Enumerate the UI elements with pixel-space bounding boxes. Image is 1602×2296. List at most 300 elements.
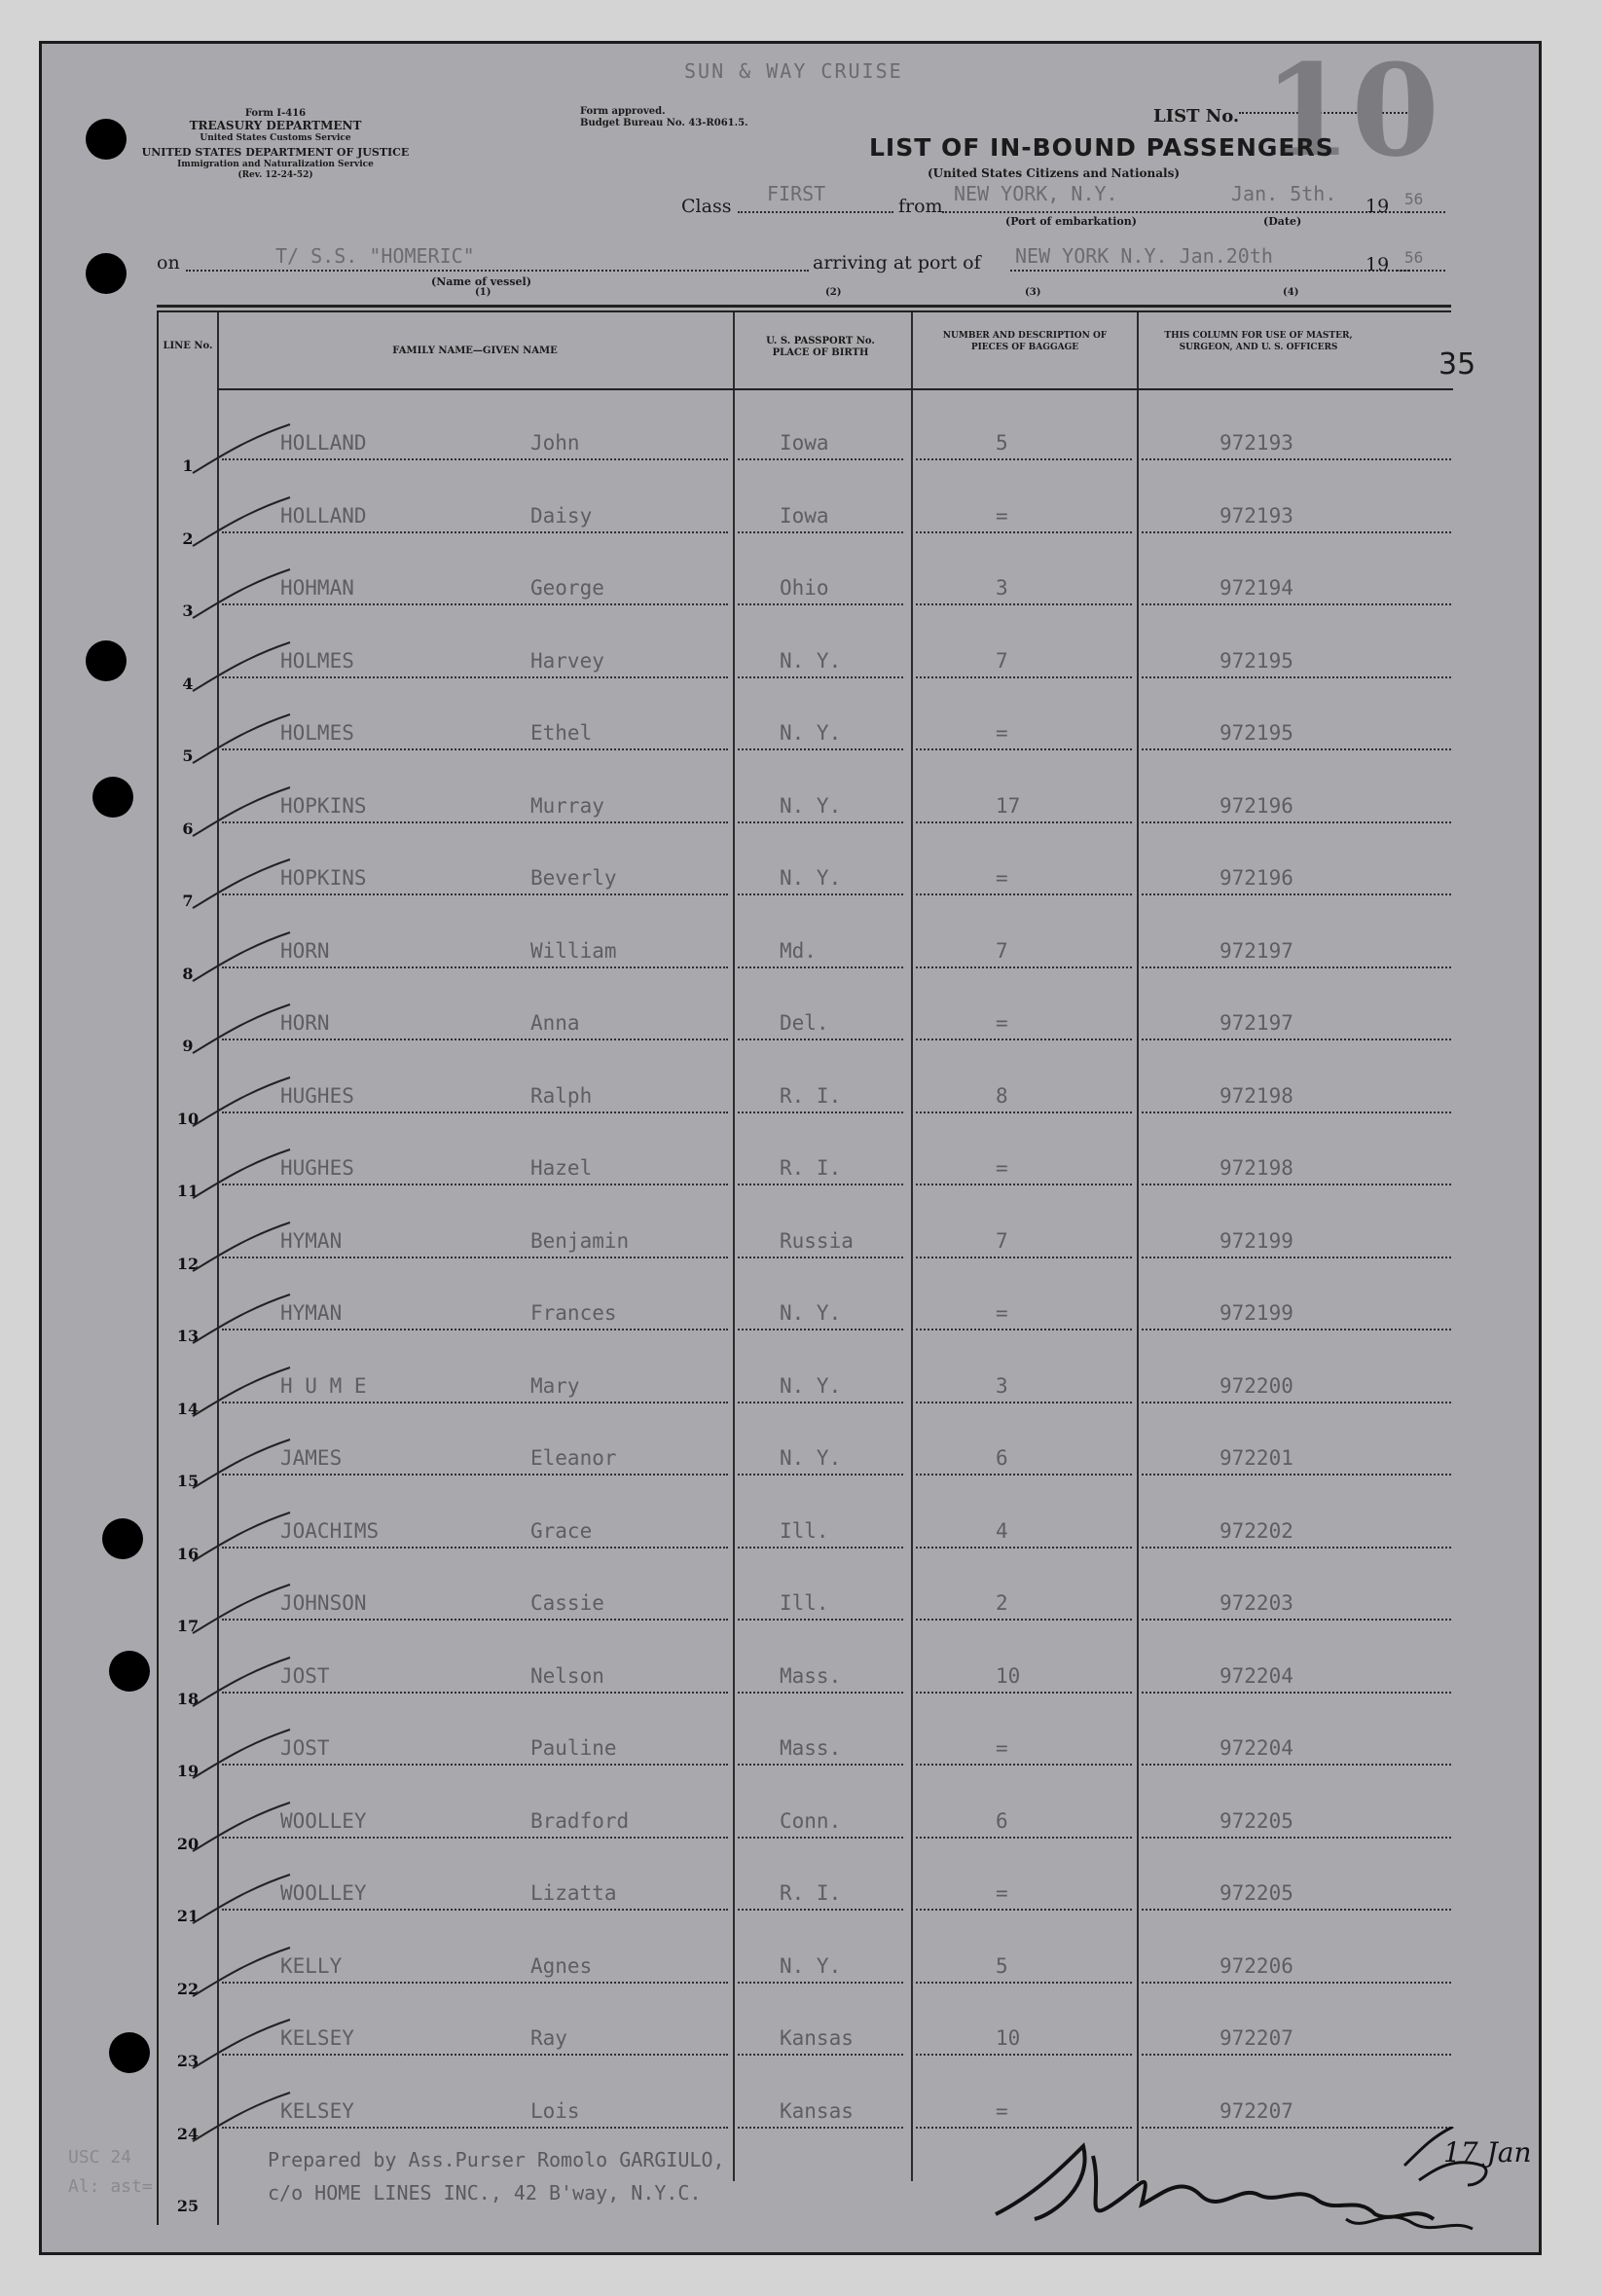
family-name: HORN: [280, 1011, 330, 1035]
officer-number: 972206: [1220, 1953, 1293, 1978]
given-name: Bradford: [530, 1808, 630, 1833]
baggage-count: 17: [996, 793, 1021, 818]
check-mark-icon: [188, 855, 295, 913]
line-number: 21: [176, 1907, 200, 1925]
line-number: 11: [176, 1182, 200, 1200]
row-divider: [738, 1909, 903, 1911]
given-name: Frances: [530, 1301, 617, 1325]
given-name: Daisy: [530, 503, 593, 528]
row-divider: [738, 1619, 903, 1621]
row-divider: [1142, 1039, 1451, 1040]
check-mark-icon: [188, 2088, 295, 2146]
baggage-count: 5: [996, 1953, 1008, 1978]
line-number: 15: [176, 1472, 200, 1490]
col-header-name: FAMILY NAME—GIVEN NAME: [392, 346, 558, 356]
place-of-birth: Conn.: [780, 1808, 842, 1833]
customs-service: United States Customs Service: [200, 133, 351, 143]
check-mark-icon: [188, 1870, 295, 1928]
port-of-embarkation: NEW YORK, N.Y.: [954, 182, 1118, 205]
baggage-count: 2: [996, 1591, 1008, 1615]
place-of-birth: Ill.: [780, 1591, 829, 1615]
row-divider: [222, 2127, 728, 2129]
row-divider: [738, 1547, 903, 1549]
baggage-count: 6: [996, 1808, 1008, 1833]
place-of-birth: N. Y.: [780, 648, 842, 673]
prepared-by-line-1: Prepared by Ass.Purser Romolo GARGIULO,: [268, 2148, 725, 2171]
line-number: 8: [182, 964, 194, 983]
given-name: Lois: [530, 2098, 580, 2123]
row-divider: [916, 1474, 1132, 1476]
document-title: LIST OF IN-BOUND PASSENGERS: [869, 133, 1334, 162]
officer-number: 972199: [1220, 1228, 1293, 1253]
baggage-count: =: [996, 1156, 1008, 1180]
officer-number: 972198: [1220, 1083, 1293, 1108]
baggage-count: =: [996, 1881, 1008, 1905]
col-num-3: (3): [1025, 287, 1041, 298]
baggage-count: 10: [996, 2026, 1021, 2050]
year-prefix-2: 19: [1365, 254, 1390, 275]
family-name: JOACHIMS: [280, 1518, 380, 1543]
col-header-officers: THIS COLUMN FOR USE OF MASTER, SURGEON, AND U. S. OFFICERS: [1164, 331, 1353, 352]
row-divider: [916, 1112, 1132, 1113]
officer-number: 972198: [1220, 1156, 1293, 1180]
baggage-count: =: [996, 2098, 1008, 2123]
officer-number: 972204: [1220, 1663, 1293, 1688]
officer-number: 972197: [1220, 938, 1293, 963]
col-header-line: LINE No.: [163, 341, 213, 351]
row-divider: [916, 531, 1132, 533]
line-number: 7: [182, 892, 194, 910]
row-divider: [916, 1692, 1132, 1694]
place-of-birth: N. Y.: [780, 721, 842, 745]
margin-stamp-2: Al: ast=: [68, 2176, 153, 2197]
class-label: Class: [681, 196, 732, 217]
check-mark-icon: [188, 1725, 295, 1783]
page-number: 35: [1438, 347, 1476, 382]
row-divider: [222, 1112, 728, 1113]
place-of-birth: Md.: [780, 938, 817, 963]
row-divider: [1142, 1547, 1451, 1549]
baggage-count: 3: [996, 1373, 1008, 1398]
family-name: HOLMES: [280, 648, 354, 673]
officer-number: 972196: [1220, 793, 1293, 818]
col-header-baggage: NUMBER AND DESCRIPTION OF PIECES OF BAGGAGE: [942, 331, 1108, 352]
arriving-label: arriving at port of: [813, 252, 981, 273]
form-approved: Form approved.: [580, 106, 666, 117]
line-number: 22: [176, 1979, 200, 1998]
place-of-birth: Mass.: [780, 1663, 842, 1688]
line-number: 1: [182, 456, 194, 475]
place-of-birth: N. Y.: [780, 1446, 842, 1470]
officer-number: 972193: [1220, 503, 1293, 528]
row-divider: [738, 1982, 903, 1984]
row-divider: [916, 748, 1132, 750]
place-of-birth: N. Y.: [780, 1301, 842, 1325]
place-of-birth: Ill.: [780, 1518, 829, 1543]
check-mark-icon: [188, 2015, 295, 2073]
line-number: 13: [176, 1327, 200, 1345]
family-name: H U M E: [280, 1373, 367, 1398]
given-name: Lizatta: [530, 1881, 617, 1905]
check-mark-icon: [188, 1508, 295, 1566]
row-divider: [222, 676, 728, 678]
line-number: 16: [176, 1544, 200, 1563]
row-divider: [222, 1982, 728, 1984]
ins-service: Immigration and Naturalization Service: [177, 160, 374, 169]
place-of-birth: Iowa: [780, 503, 829, 528]
family-name: KELLY: [280, 1953, 343, 1978]
row-divider: [916, 2054, 1132, 2056]
officer-number: 972196: [1220, 866, 1293, 890]
given-name: Beverly: [530, 866, 617, 890]
line-number: 23: [176, 2052, 200, 2070]
check-mark-icon: [188, 1435, 295, 1493]
check-mark-icon: [188, 492, 295, 551]
family-name: KELSEY: [280, 2098, 354, 2123]
officer-number: 972193: [1220, 431, 1293, 455]
port-embarkation-caption: (Port of embarkation): [1005, 215, 1137, 228]
revision-date: (Rev. 12-24-52): [237, 170, 313, 180]
form-number: Form I-416: [244, 108, 307, 119]
row-divider: [916, 1547, 1132, 1549]
row-divider: [916, 1837, 1132, 1839]
given-name: Eleanor: [530, 1446, 617, 1470]
row-divider: [1142, 1184, 1451, 1185]
officer-number: 972207: [1220, 2026, 1293, 2050]
place-of-birth: R. I.: [780, 1156, 842, 1180]
officer-number: 972199: [1220, 1301, 1293, 1325]
officer-number: 972205: [1220, 1808, 1293, 1833]
col-num-4: (4): [1283, 287, 1299, 298]
given-name: Cassie: [530, 1591, 604, 1615]
given-name: Harvey: [530, 648, 604, 673]
row-divider: [738, 1837, 903, 1839]
line-number: 24: [176, 2124, 200, 2143]
baggage-count: 6: [996, 1446, 1008, 1470]
officer-signature: [976, 2127, 1502, 2243]
row-divider: [222, 1837, 728, 1839]
row-divider: [222, 1547, 728, 1549]
line-number: 6: [182, 819, 194, 838]
date-caption: (Date): [1263, 215, 1302, 228]
check-mark-icon: [188, 1073, 295, 1131]
row-divider: [222, 893, 728, 895]
arrival-port-date: NEW YORK N.Y. Jan.20th: [1015, 244, 1273, 268]
row-divider: [916, 1764, 1132, 1766]
row-divider: [916, 676, 1132, 678]
year-prefix-1: 19: [1365, 196, 1390, 217]
row-divider: [1142, 748, 1451, 750]
row-divider: [222, 821, 728, 823]
row-divider: [1142, 893, 1451, 895]
given-name: Agnes: [530, 1953, 593, 1978]
punch-hole: [102, 1518, 143, 1559]
family-name: JOST: [280, 1663, 330, 1688]
check-mark-icon: [188, 1653, 295, 1711]
row-divider: [1142, 1909, 1451, 1911]
officer-number: 972201: [1220, 1446, 1293, 1470]
baggage-count: 3: [996, 576, 1008, 600]
row-divider: [916, 1039, 1132, 1040]
vessel-caption-num: (1): [475, 287, 492, 298]
line-number: 20: [176, 1834, 200, 1853]
row-divider: [1142, 1692, 1451, 1694]
vessel-name: T/ S.S. "HOMERIC": [275, 244, 475, 268]
row-divider: [222, 1329, 728, 1330]
officer-number: 972197: [1220, 1011, 1293, 1035]
treasury-department: TREASURY DEPARTMENT: [189, 119, 362, 132]
list-number-stamp: 10: [1263, 36, 1439, 185]
row-divider: [1142, 2054, 1451, 2056]
baggage-count: =: [996, 1301, 1008, 1325]
check-mark-icon: [188, 928, 295, 986]
row-divider: [1142, 1402, 1451, 1403]
family-name: JOST: [280, 1736, 330, 1760]
row-divider: [222, 531, 728, 533]
officer-number: 972205: [1220, 1881, 1293, 1905]
line-number: 10: [176, 1109, 200, 1128]
row-divider: [738, 1402, 903, 1403]
baggage-count: =: [996, 503, 1008, 528]
row-divider: [1142, 458, 1451, 460]
baggage-count: 4: [996, 1518, 1008, 1543]
row-divider: [222, 603, 728, 605]
place-of-birth: R. I.: [780, 1881, 842, 1905]
family-name: JAMES: [280, 1446, 343, 1470]
row-divider: [916, 1184, 1132, 1185]
check-mark-icon: [188, 1943, 295, 2001]
row-divider: [916, 458, 1132, 460]
class-value: FIRST: [767, 182, 826, 205]
family-name: HOLMES: [280, 721, 354, 745]
given-name: Anna: [530, 1011, 580, 1035]
given-name: Hazel: [530, 1156, 593, 1180]
family-name: HOPKINS: [280, 793, 367, 818]
inspector-initials: 17 Jan: [1443, 2136, 1532, 2168]
baggage-count: =: [996, 1011, 1008, 1035]
check-mark-icon: [188, 783, 295, 841]
row-divider: [222, 748, 728, 750]
row-divider: [1142, 1764, 1451, 1766]
row-divider: [916, 821, 1132, 823]
row-divider: [738, 1184, 903, 1185]
margin-stamp-1: USC 24: [68, 2147, 132, 2168]
place-of-birth: Russia: [780, 1228, 854, 1253]
given-name: Ralph: [530, 1083, 593, 1108]
row-divider: [1142, 603, 1451, 605]
row-divider: [222, 1909, 728, 1911]
place-of-birth: N. Y.: [780, 1373, 842, 1398]
check-mark-icon: [188, 1363, 295, 1421]
row-divider: [916, 1982, 1132, 1984]
baggage-count: 10: [996, 1663, 1021, 1688]
baggage-count: 7: [996, 1228, 1008, 1253]
manifest-sheet: [39, 36, 1542, 2255]
col-header-passport: U. S. PASSPORT No. PLACE OF BIRTH: [766, 336, 875, 358]
baggage-count: =: [996, 866, 1008, 890]
row-divider: [738, 966, 903, 968]
given-name: Ethel: [530, 721, 593, 745]
place-of-birth: Kansas: [780, 2098, 854, 2123]
given-name: Grace: [530, 1518, 593, 1543]
check-mark-icon: [188, 638, 295, 696]
cruise-stamp: SUN & WAY CRUISE: [684, 59, 903, 83]
year-value-1: 56: [1404, 190, 1424, 208]
given-name: William: [530, 938, 617, 963]
officer-number: 972207: [1220, 2098, 1293, 2123]
row-divider: [1142, 966, 1451, 968]
row-divider: [1142, 1474, 1451, 1476]
row-divider: [738, 1764, 903, 1766]
officer-number: 972195: [1220, 721, 1293, 745]
baggage-count: 7: [996, 648, 1008, 673]
on-label: on: [157, 252, 180, 273]
row-divider: [1142, 676, 1451, 678]
from-label: from: [898, 196, 943, 217]
row-divider: [916, 1257, 1132, 1258]
line-number: 4: [182, 674, 194, 693]
family-name: KELSEY: [280, 2026, 354, 2050]
punch-hole: [86, 253, 127, 294]
officer-number: 972195: [1220, 648, 1293, 673]
check-mark-icon: [188, 1798, 295, 1856]
place-of-birth: N. Y.: [780, 866, 842, 890]
family-name: HOLLAND: [280, 431, 367, 455]
row-divider: [738, 458, 903, 460]
given-name: Pauline: [530, 1736, 617, 1760]
family-name: HOLLAND: [280, 503, 367, 528]
check-mark-icon: [188, 1145, 295, 1203]
family-name: WOOLLEY: [280, 1881, 367, 1905]
baggage-count: 8: [996, 1083, 1008, 1108]
family-name: HUGHES: [280, 1156, 354, 1180]
row-divider: [222, 1692, 728, 1694]
row-divider: [222, 458, 728, 460]
row-divider: [738, 1474, 903, 1476]
place-of-birth: Kansas: [780, 2026, 854, 2050]
family-name: WOOLLEY: [280, 1808, 367, 1833]
given-name: Nelson: [530, 1663, 604, 1688]
officer-number: 972202: [1220, 1518, 1293, 1543]
row-divider: [222, 966, 728, 968]
vessel-caption: (Name of vessel): [431, 275, 531, 288]
baggage-count: =: [996, 721, 1008, 745]
officer-number: 972194: [1220, 576, 1293, 600]
budget-bureau: Budget Bureau No. 43-R061.5.: [580, 118, 748, 128]
document-subtitle: (United States Citizens and Nationals): [928, 166, 1180, 180]
line-number: 19: [176, 1762, 200, 1780]
row-divider: [222, 1257, 728, 1258]
row-divider: [738, 821, 903, 823]
row-divider: [738, 531, 903, 533]
punch-hole: [92, 777, 133, 818]
line-number: 12: [176, 1254, 200, 1273]
row-divider: [738, 676, 903, 678]
row-divider: [1142, 821, 1451, 823]
officer-number: 972200: [1220, 1373, 1293, 1398]
given-name: Ray: [530, 2026, 567, 2050]
punch-hole: [109, 1651, 150, 1692]
family-name: HOPKINS: [280, 866, 367, 890]
row-divider: [916, 1619, 1132, 1621]
check-mark-icon: [188, 710, 295, 768]
check-mark-icon: [188, 1290, 295, 1348]
row-divider: [222, 1184, 728, 1185]
family-name: HUGHES: [280, 1083, 354, 1108]
row-divider: [222, 1474, 728, 1476]
row-divider: [916, 1402, 1132, 1403]
place-of-birth: Del.: [780, 1011, 829, 1035]
check-mark-icon: [188, 419, 295, 478]
departure-date: Jan. 5th.: [1231, 182, 1337, 205]
row-divider: [738, 1329, 903, 1330]
given-name: John: [530, 431, 580, 455]
baggage-count: 7: [996, 938, 1008, 963]
place-of-birth: N. Y.: [780, 793, 842, 818]
given-name: Mary: [530, 1373, 580, 1398]
family-name: JOHNSON: [280, 1591, 367, 1615]
row-divider: [1142, 1112, 1451, 1113]
punch-hole: [86, 640, 127, 681]
check-mark-icon: [188, 1218, 295, 1276]
row-divider: [738, 2054, 903, 2056]
place-of-birth: Ohio: [780, 576, 829, 600]
row-divider: [738, 603, 903, 605]
row-divider: [1142, 1329, 1451, 1330]
row-divider: [738, 1039, 903, 1040]
department-of-justice: UNITED STATES DEPARTMENT OF JUSTICE: [141, 146, 410, 159]
baggage-count: =: [996, 1736, 1008, 1760]
place-of-birth: Iowa: [780, 431, 829, 455]
family-name: HYMAN: [280, 1228, 343, 1253]
line-number: 2: [182, 528, 194, 548]
given-name: Murray: [530, 793, 604, 818]
year-value-2: 56: [1404, 248, 1424, 267]
list-no-label: LIST No.: [1153, 106, 1240, 127]
place-of-birth: R. I.: [780, 1083, 842, 1108]
row-divider: [738, 893, 903, 895]
family-name: HYMAN: [280, 1301, 343, 1325]
check-mark-icon: [188, 1000, 295, 1058]
row-divider: [916, 893, 1132, 895]
line-number: 25: [176, 2197, 200, 2215]
given-name: George: [530, 576, 604, 600]
line-number: 17: [176, 1617, 200, 1635]
row-divider: [222, 1039, 728, 1040]
row-divider: [1142, 531, 1451, 533]
row-divider: [916, 1909, 1132, 1911]
row-divider: [222, 1402, 728, 1403]
family-name: HORN: [280, 938, 330, 963]
officer-number: 972204: [1220, 1736, 1293, 1760]
punch-hole: [109, 2032, 150, 2073]
row-divider: [738, 1692, 903, 1694]
row-divider: [916, 966, 1132, 968]
col-num-2: (2): [825, 287, 842, 298]
family-name: HOHMAN: [280, 576, 354, 600]
baggage-count: 5: [996, 431, 1008, 455]
row-divider: [916, 1329, 1132, 1330]
row-divider: [1142, 1982, 1451, 1984]
line-number: 9: [182, 1037, 194, 1055]
place-of-birth: Mass.: [780, 1736, 842, 1760]
check-mark-icon: [188, 565, 295, 623]
row-divider: [222, 2054, 728, 2056]
place-of-birth: N. Y.: [780, 1953, 842, 1978]
prepared-by-line-2: c/o HOME LINES INC., 42 B'way, N.Y.C.: [268, 2181, 702, 2205]
line-number: 14: [176, 1399, 200, 1418]
row-divider: [1142, 1619, 1451, 1621]
